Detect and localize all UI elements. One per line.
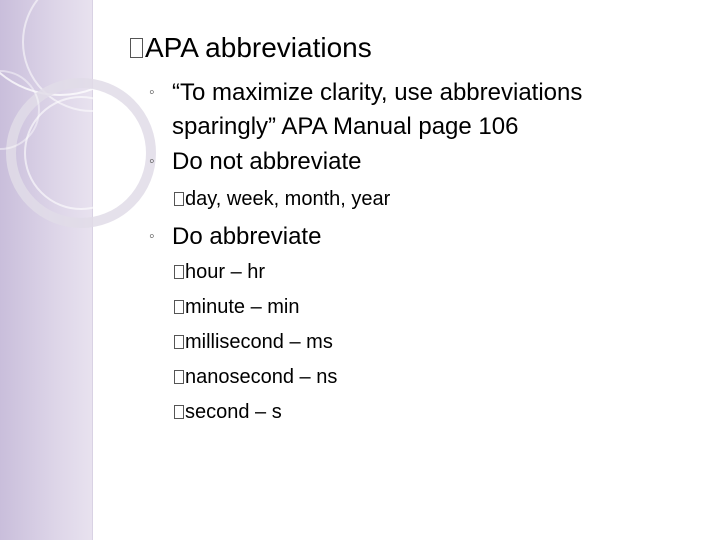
sub-item-abbreviate [174,259,265,285]
sub-item-abbreviate [174,399,282,425]
bullet-do-abbreviate-text: Do abbreviate [172,223,322,250]
decorative-circle [24,96,138,210]
missing-glyph-icon [174,370,184,384]
bullet-quote-line-2: sparingly” APA Manual page 106 [172,113,519,140]
hollow-bullet-icon: ◦ [149,228,155,245]
sub-item-text: day, week, month, year [185,188,391,210]
missing-glyph-icon [174,405,184,419]
sub-item-text: nanosecond – ns [185,366,338,388]
missing-glyph-icon [130,38,143,58]
bullet-do-not-abbreviate-text: Do not abbreviate [172,148,362,175]
slide-title-text: APA abbreviations [145,32,372,63]
sub-item-text: second – s [185,401,282,423]
hollow-bullet-icon: ◦ [149,84,155,101]
sub-item-abbreviate [174,294,300,320]
missing-glyph-icon [174,192,184,206]
bullet-quote-line-1: “To maximize clarity, use abbreviations [172,79,583,106]
sub-item-not-abbreviate [174,186,390,212]
sub-item-abbreviate [174,364,337,390]
missing-glyph-icon [174,265,184,279]
missing-glyph-icon [174,335,184,349]
missing-glyph-icon [174,300,184,314]
sub-item-text: hour – hr [185,261,266,283]
slide-title [130,31,372,65]
sub-item-text: millisecond – ms [185,331,333,353]
hollow-bullet-icon: ◦ [149,153,155,170]
sub-item-text: minute – min [185,296,300,318]
sub-item-abbreviate [174,329,333,355]
